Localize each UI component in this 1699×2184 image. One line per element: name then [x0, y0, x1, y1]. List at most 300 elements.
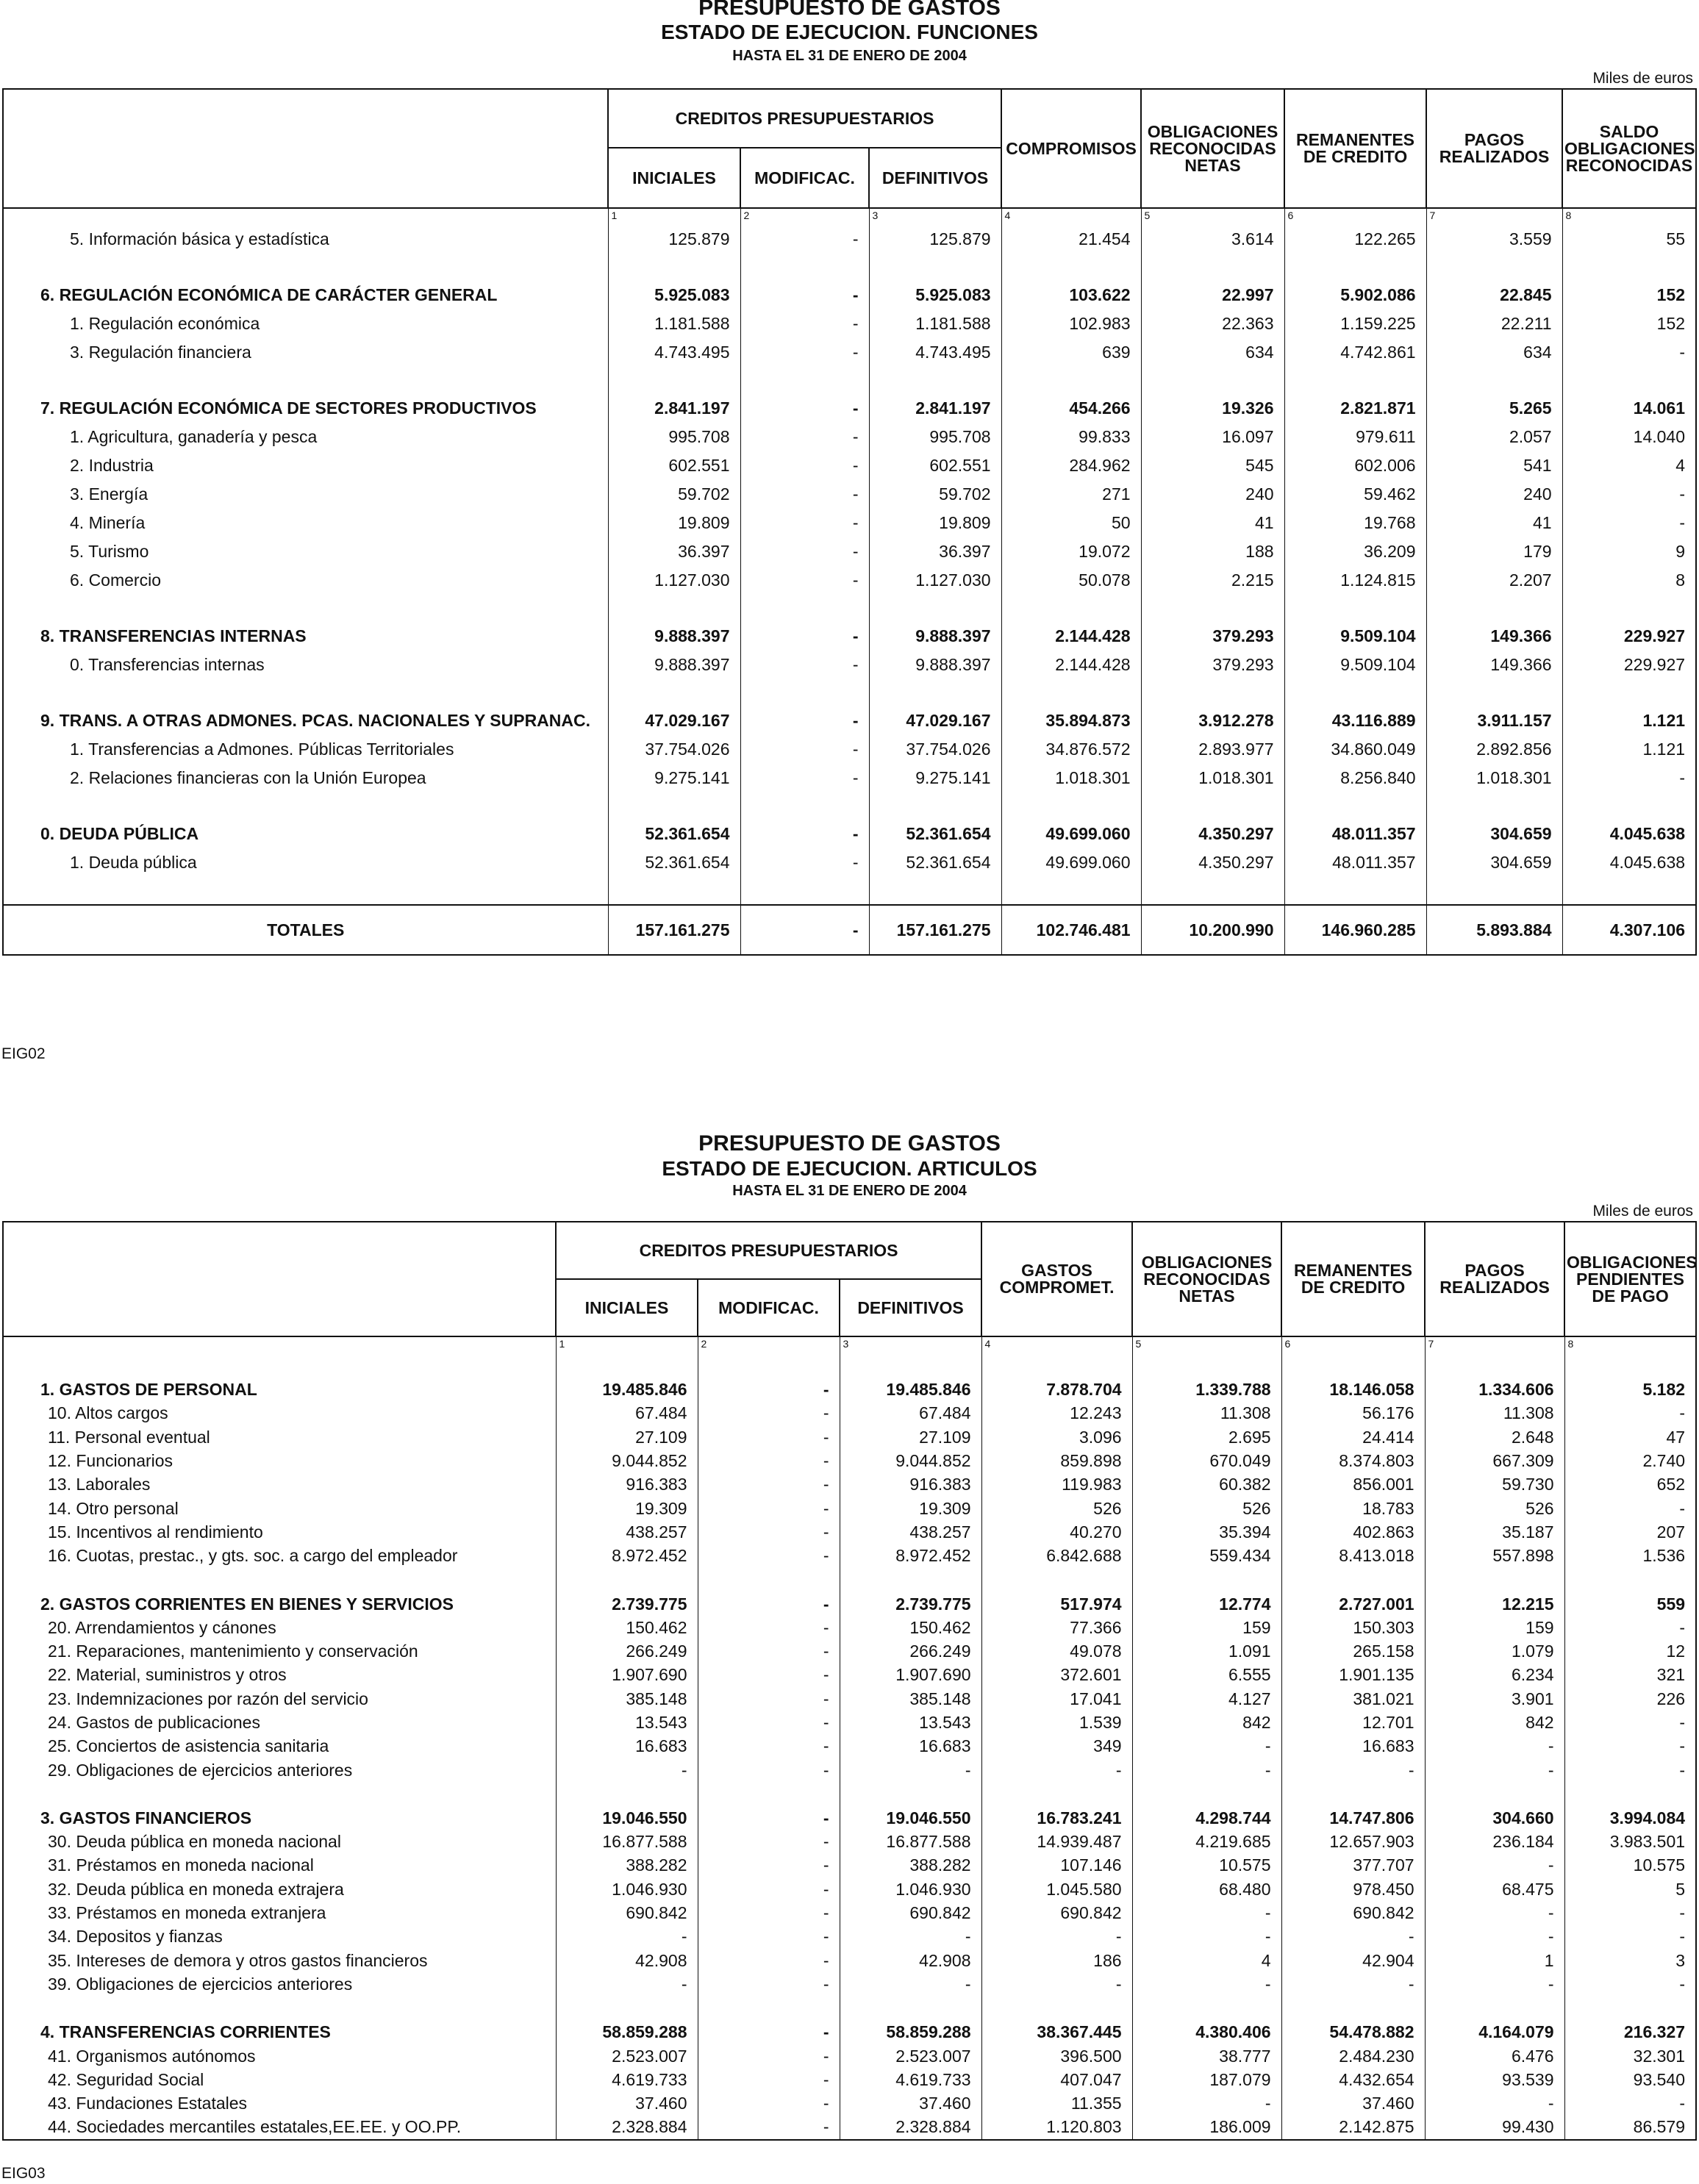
cell-value: 602.551 [608, 451, 740, 480]
spacer-cell [1426, 595, 1562, 622]
cell-value: 37.460 [556, 2091, 698, 2115]
total-value: - [740, 905, 869, 955]
cell-value: 36.209 [1284, 537, 1426, 566]
cell-value: 2.739.775 [840, 1592, 981, 1615]
cell-value: 916.383 [556, 1472, 698, 1496]
cell-value: 690.842 [1281, 1901, 1425, 1925]
cell-value: - [1562, 764, 1696, 792]
row-label: 10. Altos cargos [3, 1401, 556, 1425]
cell-value: 12.215 [1425, 1592, 1564, 1615]
cell-value: - [698, 1616, 840, 1639]
cell-value: 52.361.654 [869, 848, 1001, 877]
row-label: 33. Préstamos en moneda extranjera [3, 1901, 556, 1925]
header-pagos: PAGOS REALIZADOS [1426, 89, 1562, 208]
column-number: 5 [1141, 208, 1284, 225]
spacer-cell [608, 367, 740, 394]
table-row [3, 1853, 1696, 1877]
cell-value: 2.821.871 [1284, 394, 1426, 423]
cell-value: 2.207 [1426, 566, 1562, 595]
cell-value: - [840, 1758, 981, 1781]
report-code: EIG02 [1, 1045, 46, 1062]
spacer-cell [1284, 367, 1426, 394]
column-number: 5 [1132, 1336, 1281, 1353]
cell-value: 6.234 [1425, 1663, 1564, 1686]
spacer-cell [608, 595, 740, 622]
cell-value: 2.523.007 [840, 2044, 981, 2067]
cell-value: - [698, 1758, 840, 1781]
spacer-cell [3, 1996, 556, 2020]
cell-value: 2.328.884 [556, 2115, 698, 2139]
cell-value: - [1425, 2091, 1564, 2115]
cell-value: 6.555 [1132, 1663, 1281, 1686]
row-label: 31. Préstamos en moneda nacional [3, 1853, 556, 1877]
row-label: 6. REGULACIÓN ECONÓMICA DE CARÁCTER GENERAL [3, 281, 608, 309]
table-row [3, 1449, 1696, 1472]
spacer-cell [1426, 679, 1562, 706]
table-row [3, 1472, 1696, 1496]
spacer-row [3, 1353, 1696, 1378]
spacer-cell [698, 1567, 840, 1592]
cell-value: 5.182 [1564, 1378, 1696, 1401]
cell-value: 1.907.690 [840, 1663, 981, 1686]
spacer-cell [1141, 254, 1284, 281]
cell-value: 1.120.803 [981, 2115, 1132, 2139]
cell-value: - [698, 2044, 840, 2067]
cell-value: - [740, 281, 869, 309]
cell-value: - [1564, 2091, 1696, 2115]
column-number: 6 [1284, 208, 1426, 225]
cell-value: - [698, 2115, 840, 2139]
spacer-cell [3, 1567, 556, 1592]
cell-value: - [840, 1972, 981, 1996]
cell-value: 1.127.030 [869, 566, 1001, 595]
row-label: 15. Incentivos al rendimiento [3, 1520, 556, 1544]
cell-value: 68.480 [1132, 1877, 1281, 1901]
cell-value: 27.109 [840, 1425, 981, 1449]
spacer-cell [3, 1782, 556, 1806]
cell-value: 47.029.167 [608, 706, 740, 735]
cell-value: 34.876.572 [1001, 735, 1141, 764]
cell-value: 3 [1564, 1949, 1696, 1972]
cell-value: 4.298.744 [1132, 1806, 1281, 1830]
row-label: 2. Industria [3, 451, 608, 480]
cell-value: 438.257 [840, 1520, 981, 1544]
cell-value: 856.001 [1281, 1472, 1425, 1496]
table-row [3, 1616, 1696, 1639]
spacer-row [3, 877, 1696, 905]
spacer-cell [1562, 595, 1696, 622]
cell-value: 1.127.030 [608, 566, 740, 595]
row-label: 4. TRANSFERENCIAS CORRIENTES [3, 2020, 556, 2044]
row-label: 35. Intereses de demora y otros gastos financieros [3, 1949, 556, 1972]
cell-value: 3.911.157 [1426, 706, 1562, 735]
cell-value: 8.413.018 [1281, 1544, 1425, 1567]
cell-value: 842 [1425, 1711, 1564, 1734]
cell-value: 107.146 [981, 1853, 1132, 1877]
cell-value: 1.536 [1564, 1544, 1696, 1567]
cell-value: 37.460 [840, 2091, 981, 2115]
cell-value: 38.367.445 [981, 2020, 1132, 2044]
table-row [3, 1925, 1696, 1948]
report-code: EIG03 [1, 2165, 46, 2182]
cell-value: 159 [1425, 1616, 1564, 1639]
cell-value: 1.181.588 [608, 309, 740, 338]
cell-value: 9.888.397 [869, 651, 1001, 679]
cell-value: 271 [1001, 480, 1141, 509]
spacer-cell [840, 1996, 981, 2020]
cell-value: 12.657.903 [1281, 1830, 1425, 1853]
cell-value: - [1564, 1616, 1696, 1639]
spacer-cell [1132, 1782, 1281, 1806]
row-label: 3. GASTOS FINANCIEROS [3, 1806, 556, 1830]
cell-value: 9.509.104 [1284, 622, 1426, 651]
cell-value: - [698, 1496, 840, 1519]
cell-value: 1.539 [981, 1711, 1132, 1734]
spacer-cell [981, 1567, 1132, 1592]
page-date: HASTA EL 31 DE ENERO DE 2004 [732, 48, 967, 64]
spacer-cell [981, 1353, 1132, 1378]
spacer-cell [608, 254, 740, 281]
group-row [3, 2020, 1696, 2044]
cell-value: 10.575 [1564, 1853, 1696, 1877]
spacer-cell [3, 254, 608, 281]
cell-value: 385.148 [556, 1687, 698, 1711]
cell-value: 4.219.685 [1132, 1830, 1281, 1853]
cell-value: 1.091 [1132, 1639, 1281, 1663]
cell-value: 602.551 [869, 451, 1001, 480]
spacer-cell [869, 792, 1001, 820]
cell-value: 9.044.852 [840, 1449, 981, 1472]
cell-value: 4 [1132, 1949, 1281, 1972]
group-row [3, 706, 1696, 735]
page-subtitle: ESTADO DE EJECUCION. ARTICULOS [662, 1157, 1037, 1180]
spacer-cell [1426, 254, 1562, 281]
spacer-cell [869, 254, 1001, 281]
row-label: 1. GASTOS DE PERSONAL [3, 1378, 556, 1401]
table-row [3, 2115, 1696, 2139]
cell-value: - [1562, 509, 1696, 537]
cell-value: 59.702 [608, 480, 740, 509]
cell-value: - [698, 1877, 840, 1901]
cell-value: 4.432.654 [1281, 2068, 1425, 2091]
row-label: 6. Comercio [3, 566, 608, 595]
cell-value: 1.159.225 [1284, 309, 1426, 338]
cell-value: 1.334.606 [1425, 1378, 1564, 1401]
row-label: 16. Cuotas, prestac., y gts. soc. a cargo del empleador [3, 1544, 556, 1567]
column-number: 4 [1001, 208, 1141, 225]
cell-value: 1.121 [1562, 706, 1696, 735]
cell-value: 49.078 [981, 1639, 1132, 1663]
cell-value: - [698, 1544, 840, 1567]
section-articulos [0, 1127, 1699, 2184]
cell-value: - [698, 1806, 840, 1830]
cell-value: 67.484 [840, 1401, 981, 1425]
spacer-cell [1001, 595, 1141, 622]
row-label: 1. Transferencias a Admones. Públicas Territoriales [3, 735, 608, 764]
cell-value: 5 [1564, 1877, 1696, 1901]
cell-value: 3.901 [1425, 1687, 1564, 1711]
cell-value: 150.303 [1281, 1616, 1425, 1639]
row-label: 24. Gastos de publicaciones [3, 1711, 556, 1734]
cell-value: 349 [981, 1734, 1132, 1758]
cell-value: - [698, 1901, 840, 1925]
row-label: 3. Regulación financiera [3, 338, 608, 367]
table-row [3, 2068, 1696, 2091]
header-iniciales: INICIALES [556, 1279, 698, 1336]
header-creditos: CREDITOS PRESUPUESTARIOS [556, 1222, 981, 1279]
cell-value: 152 [1562, 309, 1696, 338]
cell-value: - [1425, 1758, 1564, 1781]
spacer-cell [698, 1996, 840, 2020]
spacer-cell [1141, 367, 1284, 394]
cell-value: 37.754.026 [608, 735, 740, 764]
spacer-cell [1281, 1782, 1425, 1806]
spacer-cell [698, 1353, 840, 1378]
cell-value: 559 [1564, 1592, 1696, 1615]
cell-value: 152 [1562, 281, 1696, 309]
cell-value: 13.543 [556, 1711, 698, 1734]
cell-value: - [1281, 1972, 1425, 1996]
table-row [3, 1663, 1696, 1686]
group-row [3, 1806, 1696, 1830]
cell-value: 2.484.230 [1281, 2044, 1425, 2067]
spacer-row [3, 595, 1696, 622]
cell-value: 7.878.704 [981, 1378, 1132, 1401]
cell-value: - [698, 1687, 840, 1711]
cell-value: 43.116.889 [1284, 706, 1426, 735]
spacer-row [3, 792, 1696, 820]
total-value: 146.960.285 [1284, 905, 1426, 955]
spacer-cell [556, 1782, 698, 1806]
spacer-cell [1001, 254, 1141, 281]
cell-value: - [1562, 480, 1696, 509]
cell-value: - [740, 480, 869, 509]
cell-value: 24.414 [1281, 1425, 1425, 1449]
row-label: 34. Depositos y fianzas [3, 1925, 556, 1948]
cell-value: 36.397 [869, 537, 1001, 566]
row-label: 5. Turismo [3, 537, 608, 566]
spacer-cell [1562, 877, 1696, 905]
cell-value: 3.912.278 [1141, 706, 1284, 735]
total-value: 157.161.275 [608, 905, 740, 955]
cell-value: 2.523.007 [556, 2044, 698, 2067]
cell-value: - [1425, 1925, 1564, 1948]
cell-value: 179 [1426, 537, 1562, 566]
column-number: 2 [740, 208, 869, 225]
cell-value: 3.559 [1426, 225, 1562, 254]
cell-value: 372.601 [981, 1663, 1132, 1686]
spacer-cell [1284, 877, 1426, 905]
cell-value: - [740, 706, 869, 735]
cell-value: 4.743.495 [869, 338, 1001, 367]
spacer-cell [3, 1353, 556, 1378]
column-number: 8 [1562, 208, 1696, 225]
spacer-cell [1562, 679, 1696, 706]
cell-value: 1.124.815 [1284, 566, 1426, 595]
cell-value: 4 [1562, 451, 1696, 480]
column-number: 3 [840, 1336, 981, 1353]
cell-value: 4.127 [1132, 1687, 1281, 1711]
cell-value: 2.841.197 [869, 394, 1001, 423]
spacer-cell [740, 595, 869, 622]
cell-value: 1.079 [1425, 1639, 1564, 1663]
cell-value: 52.361.654 [608, 820, 740, 848]
header-obligaciones: OBLIGACIONES RECONOCIDAS NETAS [1132, 1222, 1281, 1336]
cell-value: 8.256.840 [1284, 764, 1426, 792]
cell-value: 639 [1001, 338, 1141, 367]
table-row [3, 735, 1696, 764]
cell-value: 9.888.397 [608, 651, 740, 679]
cell-value: 3.983.501 [1564, 1830, 1696, 1853]
cell-value: 22.997 [1141, 281, 1284, 309]
spacer-cell [1281, 1567, 1425, 1592]
row-label: 22. Material, suministros y otros [3, 1663, 556, 1686]
spacer-cell [1132, 1567, 1281, 1592]
spacer-cell [1426, 877, 1562, 905]
totals-row [3, 905, 1696, 955]
spacer-cell [1426, 367, 1562, 394]
spacer-cell [869, 679, 1001, 706]
cell-value: - [698, 2091, 840, 2115]
cell-value: 859.898 [981, 1449, 1132, 1472]
column-number: 8 [1564, 1336, 1696, 1353]
cell-value: 2.648 [1425, 1425, 1564, 1449]
header-iniciales: INICIALES [608, 148, 740, 208]
cell-value: 68.475 [1425, 1877, 1564, 1901]
page-subtitle: ESTADO DE EJECUCION. FUNCIONES [661, 21, 1038, 43]
spacer-cell [869, 367, 1001, 394]
table-row [3, 1877, 1696, 1901]
row-label: 1. Deuda pública [3, 848, 608, 877]
cell-value: 1.046.930 [556, 1877, 698, 1901]
cell-value: 304.659 [1426, 820, 1562, 848]
cell-value: 37.754.026 [869, 735, 1001, 764]
cell-value: - [740, 338, 869, 367]
cell-value: - [698, 1711, 840, 1734]
cell-value: 188 [1141, 537, 1284, 566]
table-row [3, 537, 1696, 566]
data-table [2, 1221, 1697, 2141]
spacer-cell [1001, 679, 1141, 706]
spacer-cell [1141, 679, 1284, 706]
column-number-blank [3, 1336, 556, 1353]
cell-value: 19.485.846 [556, 1378, 698, 1401]
column-number-blank [3, 208, 608, 225]
page-title: PRESUPUESTO DE GASTOS [698, 0, 1001, 20]
cell-value: - [1425, 1901, 1564, 1925]
cell-value: 2.727.001 [1281, 1592, 1425, 1615]
cell-value: - [698, 1378, 840, 1401]
cell-value: 59.702 [869, 480, 1001, 509]
cell-value: 2.142.875 [1281, 2115, 1425, 2139]
cell-value: 67.484 [556, 1401, 698, 1425]
row-label: 0. DEUDA PÚBLICA [3, 820, 608, 848]
cell-value: 229.927 [1562, 622, 1696, 651]
group-row [3, 1378, 1696, 1401]
row-label: 43. Fundaciones Estatales [3, 2091, 556, 2115]
cell-value: 1.181.588 [869, 309, 1001, 338]
spacer-cell [1564, 1567, 1696, 1592]
cell-value: 41 [1426, 509, 1562, 537]
cell-value: - [698, 1972, 840, 1996]
cell-value: 226 [1564, 1687, 1696, 1711]
cell-value: 35.187 [1425, 1520, 1564, 1544]
cell-value: 12.243 [981, 1401, 1132, 1425]
spacer-cell [556, 1353, 698, 1378]
cell-value: 5.265 [1426, 394, 1562, 423]
cell-value: - [981, 1758, 1132, 1781]
cell-value: 3.994.084 [1564, 1806, 1696, 1830]
spacer-cell [3, 595, 608, 622]
cell-value: - [698, 1472, 840, 1496]
cell-value: 995.708 [608, 423, 740, 451]
cell-value: - [698, 1639, 840, 1663]
header-obligaciones-pendientes: OBLIGACIONES PENDIENTES DE PAGO [1564, 1222, 1696, 1336]
cell-value: 99.430 [1425, 2115, 1564, 2139]
cell-value: 2.739.775 [556, 1592, 698, 1615]
spacer-cell [1284, 679, 1426, 706]
cell-value: 35.894.873 [1001, 706, 1141, 735]
cell-value: 47 [1564, 1425, 1696, 1449]
cell-value: 3.614 [1141, 225, 1284, 254]
cell-value: - [840, 1925, 981, 1948]
cell-value: 42.908 [840, 1949, 981, 1972]
cell-value: 47.029.167 [869, 706, 1001, 735]
spacer-cell [1425, 1353, 1564, 1378]
totals-label: TOTALES [3, 905, 608, 955]
cell-value: - [740, 225, 869, 254]
column-number: 4 [981, 1336, 1132, 1353]
cell-value: 216.327 [1564, 2020, 1696, 2044]
cell-value: 18.783 [1281, 1496, 1425, 1519]
cell-value: 2.328.884 [840, 2115, 981, 2139]
cell-value: 5.902.086 [1284, 281, 1426, 309]
cell-value: 1.018.301 [1001, 764, 1141, 792]
cell-value: - [740, 764, 869, 792]
cell-value: 9 [1562, 537, 1696, 566]
table-row [3, 1711, 1696, 1734]
cell-value: 56.176 [1281, 1401, 1425, 1425]
cell-value: 6.476 [1425, 2044, 1564, 2067]
spacer-cell [840, 1782, 981, 1806]
spacer-cell [1426, 792, 1562, 820]
cell-value: 11.308 [1425, 1401, 1564, 1425]
cell-value: 9.275.141 [608, 764, 740, 792]
cell-value: 284.962 [1001, 451, 1141, 480]
spacer-cell [1284, 595, 1426, 622]
cell-value: - [698, 1592, 840, 1615]
spacer-cell [869, 877, 1001, 905]
header-definitivos: DEFINITIVOS [840, 1279, 981, 1336]
row-label: 42. Seguridad Social [3, 2068, 556, 2091]
spacer-cell [981, 1996, 1132, 2020]
header-modificac: MODIFICAC. [740, 148, 869, 208]
cell-value: 526 [1132, 1496, 1281, 1519]
column-number: 1 [608, 208, 740, 225]
cell-value: 842 [1132, 1711, 1281, 1734]
cell-value: 42.904 [1281, 1949, 1425, 1972]
cell-value: 240 [1141, 480, 1284, 509]
cell-value: 1.018.301 [1426, 764, 1562, 792]
cell-value: 9.044.852 [556, 1449, 698, 1472]
cell-value: 2.695 [1132, 1425, 1281, 1449]
cell-value: 99.833 [1001, 423, 1141, 451]
section-funciones [0, 0, 1699, 1088]
cell-value: 6.842.688 [981, 1544, 1132, 1567]
table-row [3, 1544, 1696, 1567]
page-date: HASTA EL 31 DE ENERO DE 2004 [732, 1183, 967, 1199]
spacer-cell [3, 792, 608, 820]
